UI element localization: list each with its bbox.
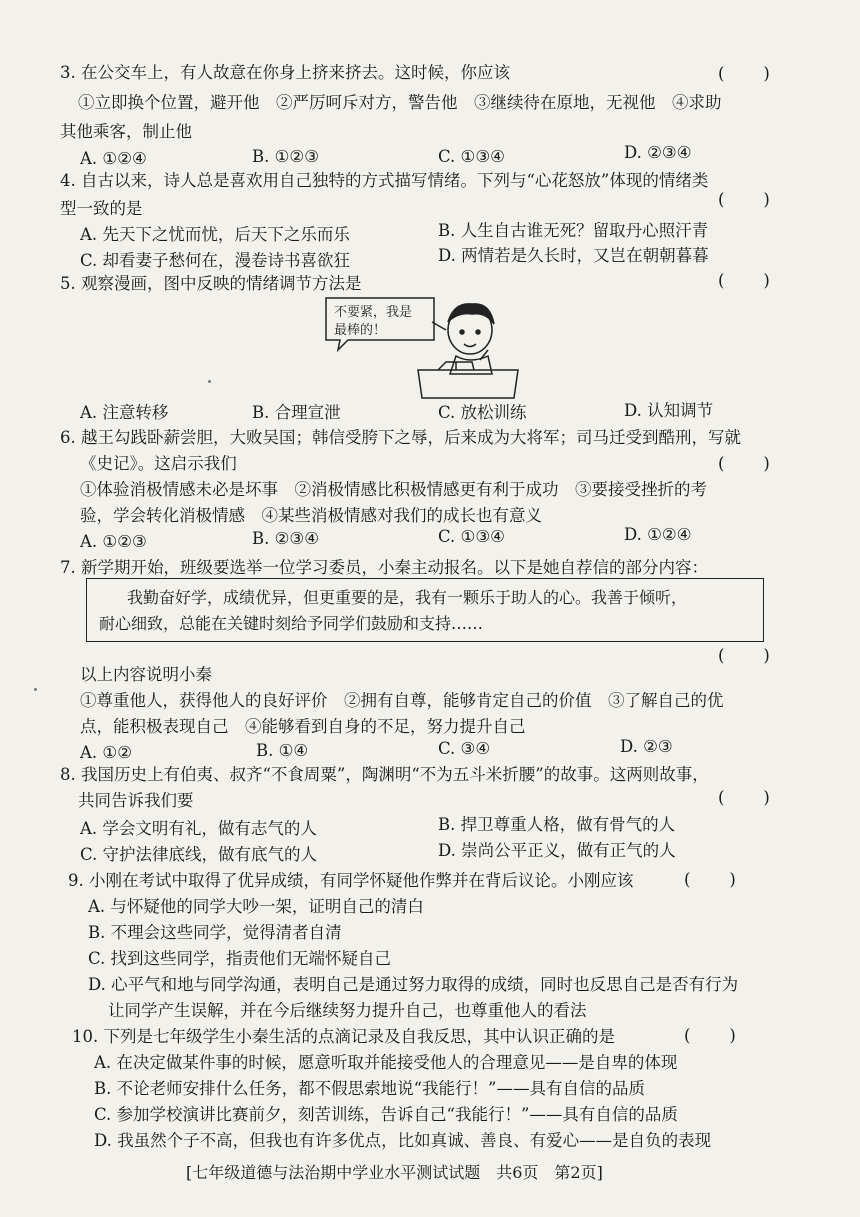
option-a-q7[interactable]: A. ①②	[80, 743, 132, 762]
question-10-stem: 10. 下列是七年级学生小秦生活的点滴记录及自我反思，其中认识正确的是	[72, 1027, 615, 1046]
page-footer: [七年级道德与法治期中学业水平测试试题 共6页 第2页]	[186, 1163, 603, 1182]
answer-blank-q10[interactable]: ( )	[684, 1026, 738, 1045]
option-d-q8[interactable]: D. 崇尚公平正义，做有正气的人	[438, 841, 676, 860]
question-3-statements-cont: 其他乘客，制止他	[60, 122, 192, 141]
option-c-q6[interactable]: C. ①③④	[438, 527, 505, 546]
question-6-stem-cont: 《史记》。这启示我们	[80, 454, 237, 473]
option-d-q7[interactable]: D. ②③	[620, 737, 673, 756]
scan-speck	[208, 380, 211, 383]
option-c-q3[interactable]: C. ①③④	[438, 147, 505, 166]
question-7-statements: ①尊重他人，获得他人的良好评价 ②拥有自尊，能够肯定自己的价值 ③了解自己的优	[80, 691, 724, 710]
option-b-q5[interactable]: B. 合理宣泄	[252, 403, 341, 422]
question-6-stem: 6. 越王勾践卧薪尝胆，大败吴国；韩信受胯下之辱，后来成为大将军；司马迁受到酷刑，写就	[60, 428, 741, 447]
question-7-stem: 7. 新学期开始，班级要选举一位学习委员，小秦主动报名。以下是她自荐信的部分内容：	[60, 558, 708, 577]
question-8-stem-cont: 共同告诉我们要	[78, 791, 194, 810]
question-6-statements-cont: 验，学会转化消极情感 ④某些消极情感对我们的成长也有意义	[80, 506, 542, 525]
question-8-stem: 8. 我国历史上有伯夷、叔齐“不食周粟”，陶渊明“不为五斗米折腰”的故事。这两则故事，	[60, 765, 709, 784]
answer-blank-q8[interactable]: ( )	[718, 788, 772, 807]
answer-blank-q9[interactable]: ( )	[684, 870, 738, 889]
option-a-q8[interactable]: A. 学会文明有礼，做有志气的人	[80, 819, 317, 838]
option-c-q8[interactable]: C. 守护法律底线，做有底气的人	[80, 845, 318, 864]
question-9-stem: 9. 小刚在考试中取得了优异成绩，有同学怀疑他作弊并在背后议论。小刚应该	[68, 871, 634, 890]
option-c-q5[interactable]: C. 放松训练	[438, 403, 527, 422]
option-d-q3[interactable]: D. ②③④	[624, 143, 692, 162]
question-7-statements-cont: 点，能积极表现自己 ④能够看到自身的不足，努力提升自己	[80, 717, 526, 736]
question-4-stem-cont: 型一致的是	[60, 199, 143, 218]
question-4-stem: 4. 自古以来，诗人总是喜欢用自己独特的方式描写情绪。下列与“心花怒放”体现的情绪类	[60, 171, 709, 190]
option-a-q10[interactable]: A. 在决定做某件事的时候，愿意听取并能接受他人的合理意见——是自卑的体现	[94, 1053, 678, 1072]
option-c-q10[interactable]: C. 参加学校演讲比赛前夕，刻苦训练，告诉自己“我能行！”——具有自信的品质	[94, 1105, 678, 1124]
answer-blank-q3[interactable]: ( )	[718, 64, 772, 83]
box-line-1: 我勤奋好学，成绩优异，但更重要的是，我有一颗乐于助人的心。我善于倾听，	[127, 588, 688, 607]
option-a-q9[interactable]: A. 与怀疑他的同学大吵一架，证明自己的清白	[88, 897, 424, 916]
answer-blank-q5[interactable]: ( )	[718, 271, 772, 290]
option-b-q3[interactable]: B. ①②③	[252, 147, 319, 166]
answer-blank-q7[interactable]: ( )	[718, 646, 772, 665]
question-3-stem: 3. 在公交车上，有人故意在你身上挤来挤去。这时候，你应该	[60, 63, 510, 82]
box-line-2: 耐心细致，总能在关键时刻给予同学们鼓励和支持……	[99, 614, 484, 633]
option-b-q6[interactable]: B. ②③④	[252, 529, 319, 548]
option-a-q5[interactable]: A. 注意转移	[80, 403, 169, 422]
option-d-q4[interactable]: D. 两情若是久长时，又岂在朝朝暮暮	[438, 246, 709, 265]
option-b-q10[interactable]: B. 不论老师安排什么任务，都不假思索地说“我能行！”——具有自信的品质	[94, 1079, 645, 1098]
option-d-q5[interactable]: D. 认知调节	[624, 401, 714, 420]
option-d-q10[interactable]: D. 我虽然个子不高，但我也有许多优点，比如真诚、善良、有爱心——是自负的表现	[94, 1131, 712, 1150]
answer-blank-q6[interactable]: ( )	[718, 454, 772, 473]
option-b-q9[interactable]: B. 不理会这些同学，觉得清者自清	[88, 923, 342, 942]
option-b-q4[interactable]: B. 人生自古谁无死？留取丹心照汗青	[438, 221, 709, 240]
question-3-statements: ①立即换个位置，避开他 ②严厉呵斥对方，警告他 ③继续待在原地，无视他 ④求助	[78, 93, 722, 112]
option-d-q9-cont: 让同学产生误解，并在今后继续努力提升自己，也尊重他人的看法	[108, 1001, 587, 1020]
option-b-q7[interactable]: B. ①④	[256, 741, 309, 760]
speech-text-1: 不要紧，我是	[334, 304, 413, 319]
cartoon-boy-studying	[322, 294, 522, 400]
option-a-q3[interactable]: A. ①②④	[80, 149, 147, 168]
option-d-q9[interactable]: D. 心平气和地与同学沟通，表明自己是通过努力取得的成绩，同时也反思自己是否有行为	[88, 975, 739, 994]
self-recommendation-box	[86, 578, 764, 642]
answer-blank-q4[interactable]: ( )	[718, 190, 772, 209]
question-6-statements: ①体验消极情感未必是坏事 ②消极情感比积极情感更有利于成功 ③要接受挫折的考	[80, 480, 707, 499]
option-c-q7[interactable]: C. ③④	[438, 739, 491, 758]
option-c-q4[interactable]: C. 却看妻子愁何在，漫卷诗书喜欲狂	[80, 251, 351, 270]
option-a-q6[interactable]: A. ①②③	[80, 532, 147, 551]
question-5-stem: 5. 观察漫画，图中反映的情绪调节方法是	[60, 274, 362, 293]
option-d-q6[interactable]: D. ①②④	[624, 525, 692, 544]
speech-text-2: 最棒的！	[334, 322, 387, 337]
option-b-q8[interactable]: B. 捍卫尊重人格，做有骨气的人	[438, 815, 676, 834]
question-7-sub: 以上内容说明小秦	[80, 665, 212, 684]
scan-speck	[34, 688, 37, 691]
option-a-q4[interactable]: A. 先天下之忧而忧，后天下之乐而乐	[80, 225, 350, 244]
option-c-q9[interactable]: C. 找到这些同学，指责他们无端怀疑自己	[88, 949, 392, 968]
